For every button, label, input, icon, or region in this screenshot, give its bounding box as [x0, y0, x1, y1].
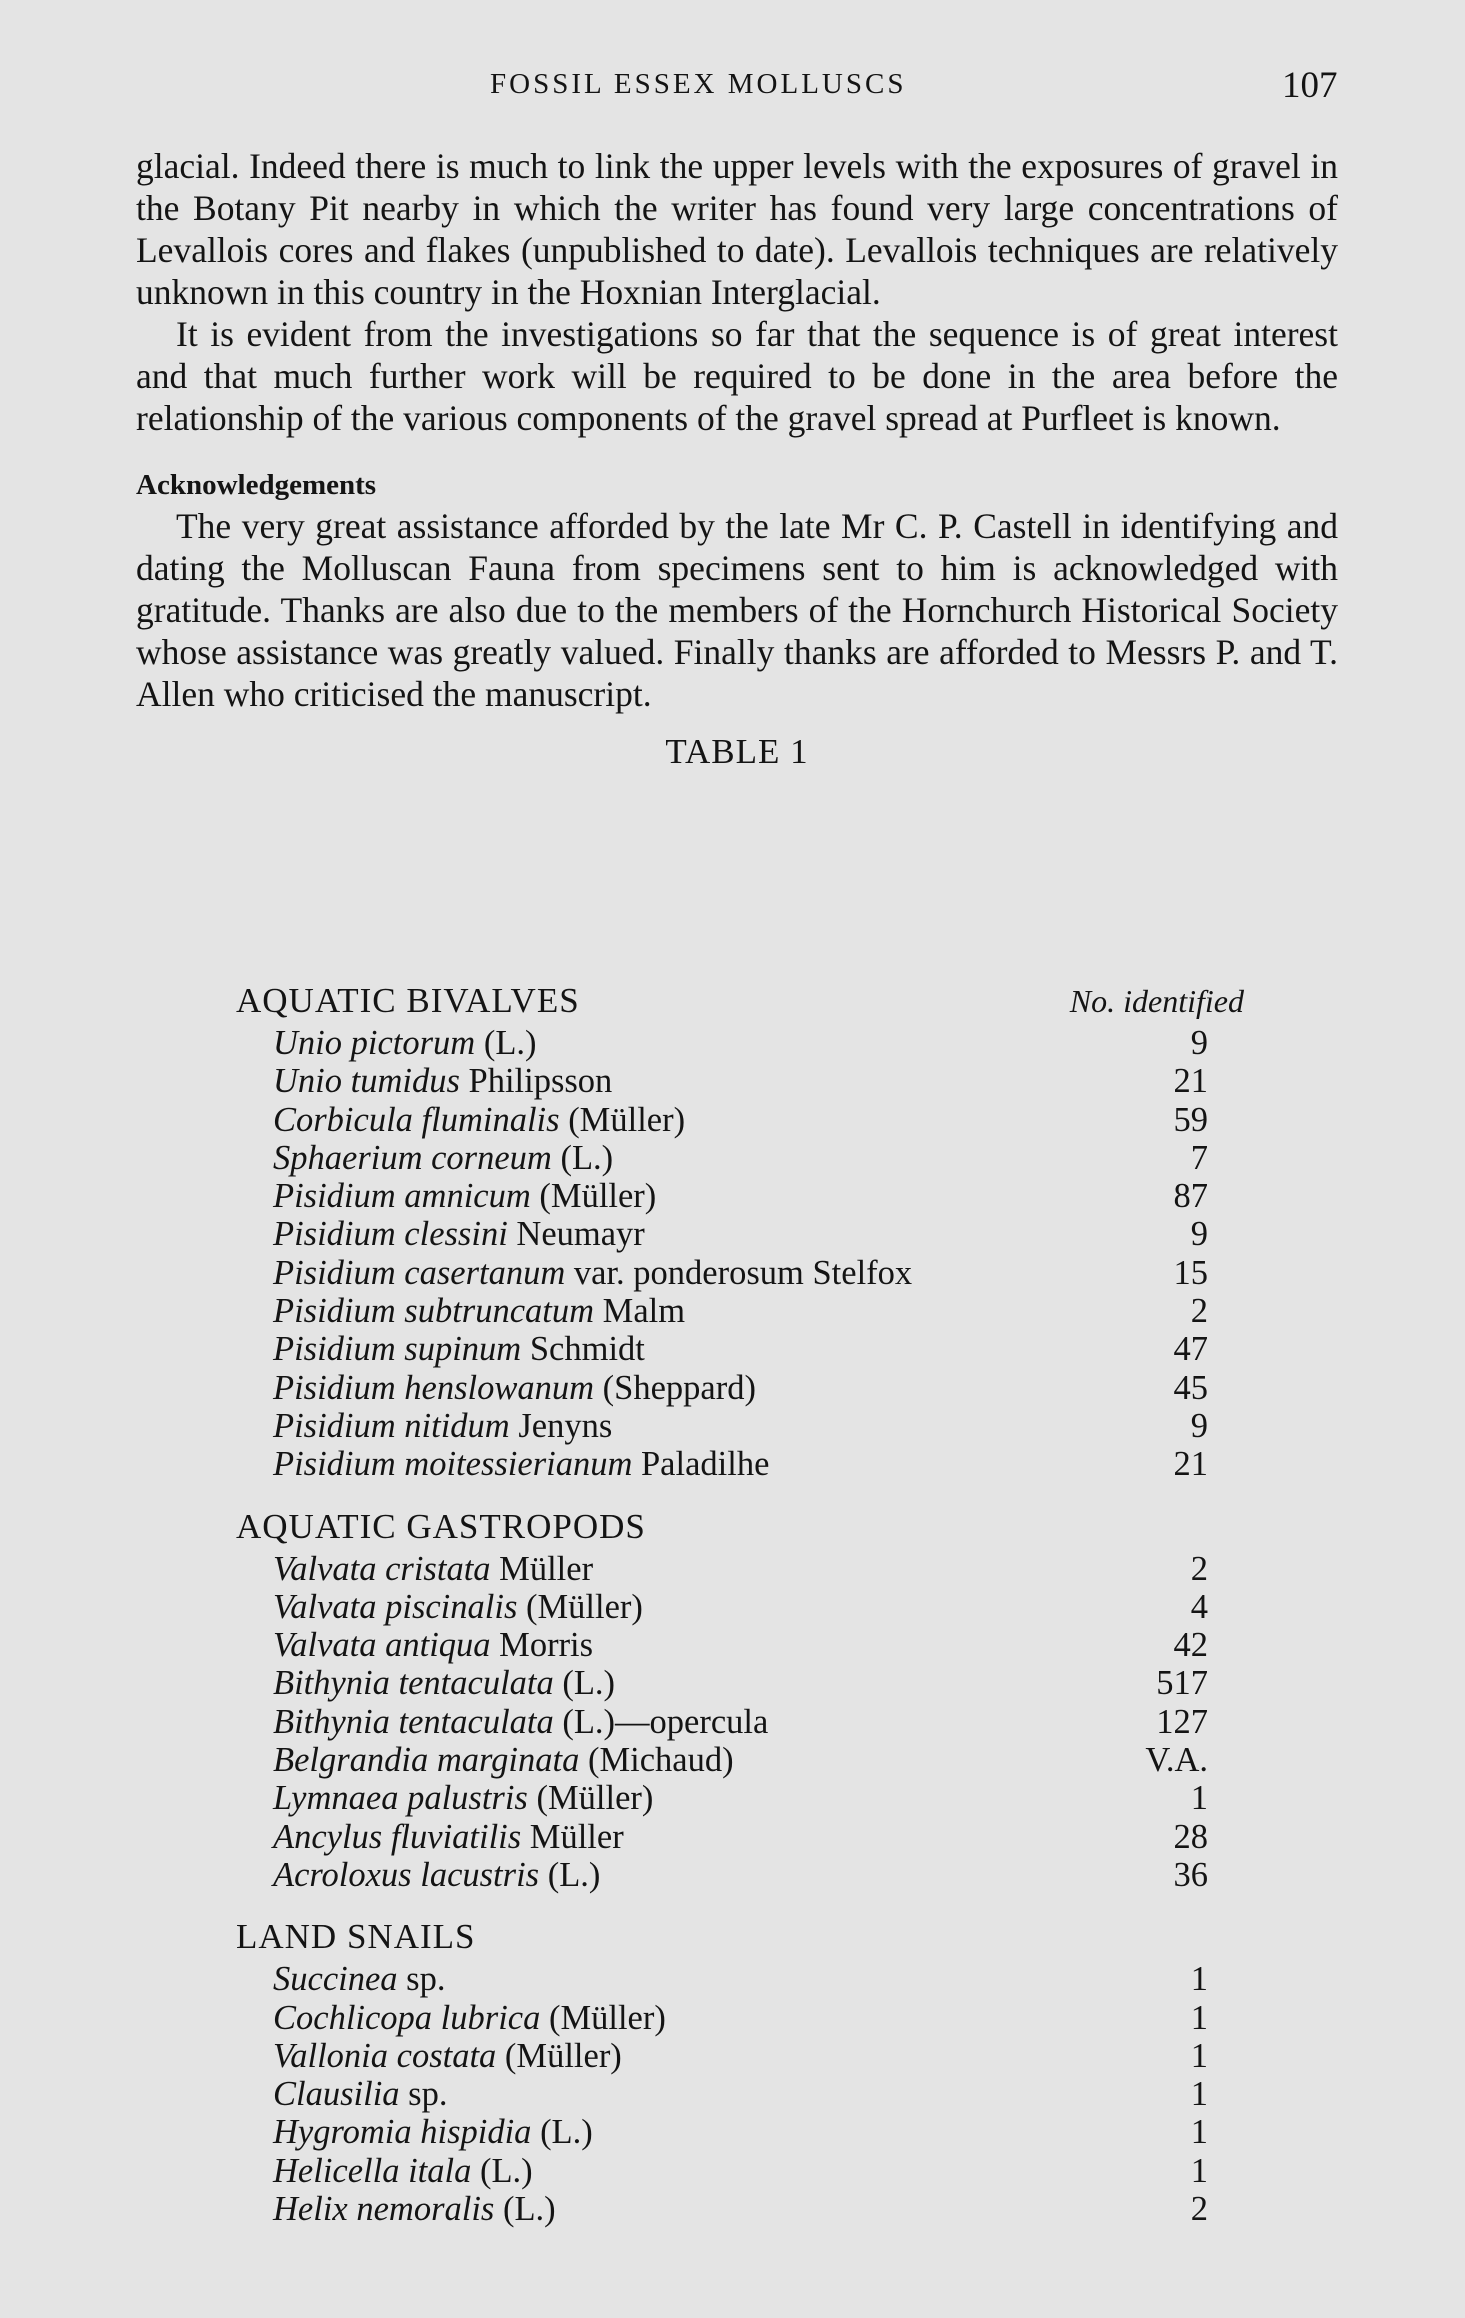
- paragraph-acknowledgements: The very great assistance afforded by the late Mr C. P. Castell in identifying and dating the Molluscan Fauna from specimens sent to him is acknowledged with gratitude. Thanks are also due to the members of the Hornchurch Historical Society whose assistance was greatly valued. Finally thanks are afforded to Messrs P. and T. Allen who criticised the manuscript.: [136, 506, 1338, 714]
- species-binomial: Pisidium henslowanum: [273, 1368, 595, 1407]
- species-authority: Jenyns: [509, 1406, 613, 1445]
- table-caption: TABLE 1: [665, 732, 809, 771]
- species-binomial: Succinea: [273, 1960, 398, 1999]
- table-group: [236, 1914, 1236, 2228]
- count-cell: 1: [1190, 2036, 1208, 2075]
- species-authority: Paladilhe: [632, 1445, 770, 1484]
- species-binomial: Pisidium amnicum: [273, 1177, 531, 1216]
- species-authority: sp.: [397, 1960, 446, 1999]
- species-name: [273, 1177, 656, 1215]
- species-binomial: Helix nemoralis: [273, 2190, 495, 2229]
- species-binomial: Helicella itala: [273, 2151, 472, 2190]
- species-binomial: Pisidium nitidum: [273, 1406, 510, 1445]
- species-binomial: Valvata piscinalis: [273, 1587, 518, 1626]
- species-authority: (L.): [494, 2190, 556, 2229]
- group-title: AQUATIC BIVALVES: [236, 981, 580, 1020]
- species-binomial: Sphaerium corneum: [273, 1138, 552, 1177]
- species-authority: (L.): [539, 1855, 601, 1894]
- count-cell: 15: [1173, 1253, 1208, 1292]
- group-header: [236, 1914, 1236, 1960]
- species-binomial: Clausilia: [273, 2075, 400, 2114]
- species-authority: Müller: [490, 1549, 594, 1588]
- group-header: [236, 978, 1244, 1024]
- table-row: [236, 1369, 1236, 1407]
- table-row: [236, 1101, 1236, 1139]
- species-name: [273, 1215, 645, 1253]
- group-title: LAND SNAILS: [236, 1917, 476, 1957]
- species-name: [273, 1999, 666, 2037]
- species-name: [273, 1254, 912, 1292]
- species-authority: Schmidt: [521, 1330, 645, 1369]
- species-name: [273, 1779, 653, 1817]
- species-binomial: Pisidium subtruncatum: [273, 1292, 595, 1331]
- species-table: [236, 978, 1244, 2248]
- species-binomial: Bithynia tentaculata: [273, 1702, 554, 1741]
- count-cell: 36: [1173, 1855, 1208, 1894]
- count-cell: 1: [1190, 1960, 1208, 1999]
- species-authority: sp.: [399, 2075, 448, 2114]
- species-authority: Malm: [594, 1292, 686, 1331]
- species-name: [273, 2037, 622, 2075]
- count-cell: 4: [1190, 1587, 1208, 1626]
- table-row: [236, 1818, 1236, 1856]
- species-authority: Neumayr: [507, 1215, 645, 1254]
- page-header: [0, 65, 1465, 118]
- count-cell: 1: [1190, 2113, 1208, 2152]
- count-cell: 1: [1190, 1779, 1208, 1818]
- species-binomial: Pisidium clessini: [273, 1215, 508, 1254]
- count-cell: 127: [1156, 1702, 1208, 1741]
- species-authority: (Michaud): [579, 1741, 734, 1780]
- table-group: [236, 978, 1244, 1484]
- species-authority: Morris: [490, 1626, 594, 1665]
- count-cell: 42: [1173, 1626, 1208, 1665]
- table-row: [236, 1960, 1236, 1998]
- table-row: [236, 1856, 1236, 1894]
- count-cell: V.A.: [1145, 1741, 1208, 1780]
- paragraph-2: It is evident from the investigations so far that the sequence is of great interest and that much further work will be required to be done in the area before the relationship of the various components of the gravel spread at Purfleet is known.: [136, 314, 1338, 438]
- table-row: [236, 1292, 1236, 1330]
- count-cell: 28: [1173, 1817, 1208, 1856]
- species-authority: (Müller): [527, 1779, 654, 1818]
- species-authority: (L.): [551, 1138, 614, 1177]
- species-binomial: Lymnaea palustris: [273, 1779, 528, 1818]
- species-name: [273, 1856, 600, 1894]
- species-authority: (Müller): [496, 2036, 622, 2075]
- count-cell: 1: [1190, 1998, 1208, 2037]
- table-row: [236, 2075, 1236, 2113]
- species-binomial: Ancylus fluviatilis: [273, 1817, 522, 1856]
- species-authority: (Müller): [540, 1998, 666, 2037]
- species-name: [273, 1407, 612, 1445]
- count-cell: 45: [1173, 1368, 1208, 1407]
- table-row: [236, 1177, 1236, 1215]
- count-cell: 21: [1173, 1445, 1208, 1484]
- table-group: [236, 1504, 1236, 1895]
- species-binomial: Bithynia tentaculata: [273, 1664, 554, 1703]
- species-authority: (L.): [553, 1664, 616, 1703]
- table-row: [236, 1626, 1236, 1664]
- species-binomial: Hygromia hispidia: [273, 2113, 532, 2152]
- count-cell: 7: [1190, 1138, 1208, 1177]
- table-row: [236, 1550, 1236, 1588]
- species-authority: (L.): [471, 2151, 533, 2190]
- table-row: [236, 1407, 1236, 1445]
- species-binomial: Pisidium casertanum: [273, 1253, 566, 1292]
- table-row: [236, 1062, 1236, 1100]
- page-number: 107: [1282, 65, 1338, 106]
- species-name: [273, 1703, 768, 1741]
- species-name: [273, 1626, 593, 1664]
- species-binomial: Pisidium supinum: [273, 1330, 522, 1369]
- table-row: [236, 2152, 1236, 2190]
- table-row: [236, 1215, 1236, 1253]
- species-name: [273, 1550, 593, 1588]
- species-authority: Müller: [521, 1817, 624, 1856]
- count-cell: 9: [1190, 1215, 1208, 1254]
- table-row: [236, 1254, 1236, 1292]
- count-cell: 9: [1190, 1406, 1208, 1445]
- species-binomial: Belgrandia marginata: [273, 1741, 580, 1780]
- species-authority: Philipsson: [459, 1062, 613, 1101]
- table-row: [236, 1741, 1236, 1779]
- count-cell: 2: [1190, 1549, 1208, 1588]
- count-cell: 517: [1156, 1664, 1208, 1703]
- species-name: [273, 2075, 447, 2113]
- count-column-header: No. identified: [1069, 983, 1244, 1019]
- species-binomial: Corbicula fluminalis: [273, 1100, 560, 1139]
- species-binomial: Unio pictorum: [273, 1024, 476, 1062]
- species-name: [273, 1741, 734, 1779]
- count-cell: 21: [1173, 1062, 1208, 1101]
- table-row: [236, 1445, 1236, 1483]
- species-name: [273, 1330, 645, 1368]
- table-row: [236, 1139, 1236, 1177]
- table-row: [236, 2190, 1236, 2228]
- species-binomial: Vallonia costata: [273, 2036, 497, 2075]
- group-header: [236, 1504, 1236, 1550]
- table-row: [236, 1999, 1236, 2037]
- species-name: [273, 1818, 624, 1856]
- species-name: [273, 1445, 769, 1483]
- acknowledgements-heading: Acknowledgements: [136, 469, 377, 501]
- species-authority: (L.)—opercula: [553, 1702, 769, 1741]
- species-name: [273, 1664, 615, 1702]
- count-cell: 47: [1173, 1330, 1208, 1369]
- species-name: [273, 1292, 685, 1330]
- species-authority: (Müller): [559, 1100, 686, 1139]
- count-cell: 9: [1190, 1024, 1208, 1062]
- count-cell: 59: [1173, 1100, 1208, 1139]
- species-authority: (Sheppard): [594, 1368, 756, 1407]
- table-row: [236, 1703, 1236, 1741]
- table-row: [236, 2113, 1236, 2151]
- species-name: [273, 2190, 556, 2228]
- species-binomial: Acroloxus lacustris: [273, 1855, 540, 1894]
- species-authority: (Müller): [530, 1177, 657, 1216]
- species-binomial: Cochlicopa lubrica: [273, 1998, 541, 2037]
- table-row: [236, 1588, 1236, 1626]
- count-cell: 2: [1190, 1292, 1208, 1331]
- species-name: [273, 1139, 613, 1177]
- table-row: [236, 1024, 1236, 1062]
- species-name: [273, 2152, 533, 2190]
- group-title: AQUATIC GASTROPODS: [236, 1506, 646, 1546]
- species-authority: var. ponderosum Stelfox: [565, 1253, 913, 1292]
- species-name: [273, 1588, 643, 1626]
- species-binomial: Unio tumidus: [273, 1062, 460, 1101]
- species-authority: (L.): [475, 1024, 537, 1062]
- species-name: [273, 1101, 685, 1139]
- count-cell: 2: [1190, 2190, 1208, 2229]
- species-name: [273, 1369, 756, 1407]
- species-binomial: Pisidium moitessierianum: [273, 1445, 633, 1484]
- count-cell: 1: [1190, 2151, 1208, 2190]
- count-cell: 1: [1190, 2075, 1208, 2114]
- count-cell: 87: [1173, 1177, 1208, 1216]
- species-authority: (L.): [531, 2113, 593, 2152]
- species-name: [273, 2113, 593, 2151]
- table-row: [236, 1330, 1236, 1368]
- paragraph-1: glacial. Indeed there is much to link the upper levels with the exposures of gravel in the Botany Pit nearby in which the writer has found very large concentrations of Levallois cores and flakes (unpublished to date). Levallois techniques are relatively unknown in this country in the Hoxnian Interglacial.: [136, 146, 1338, 312]
- species-binomial: Valvata antiqua: [273, 1626, 491, 1665]
- table-row: [236, 2037, 1236, 2075]
- species-name: [273, 1024, 537, 1062]
- table-row: [236, 1779, 1236, 1817]
- species-name: [273, 1960, 445, 1998]
- species-binomial: Valvata cristata: [273, 1549, 491, 1588]
- running-title: FOSSIL ESSEX MOLLUSCS: [490, 68, 907, 100]
- table-row: [236, 1664, 1236, 1702]
- species-authority: (Müller): [517, 1587, 643, 1626]
- species-name: [273, 1062, 612, 1100]
- article-body: [136, 145, 1338, 775]
